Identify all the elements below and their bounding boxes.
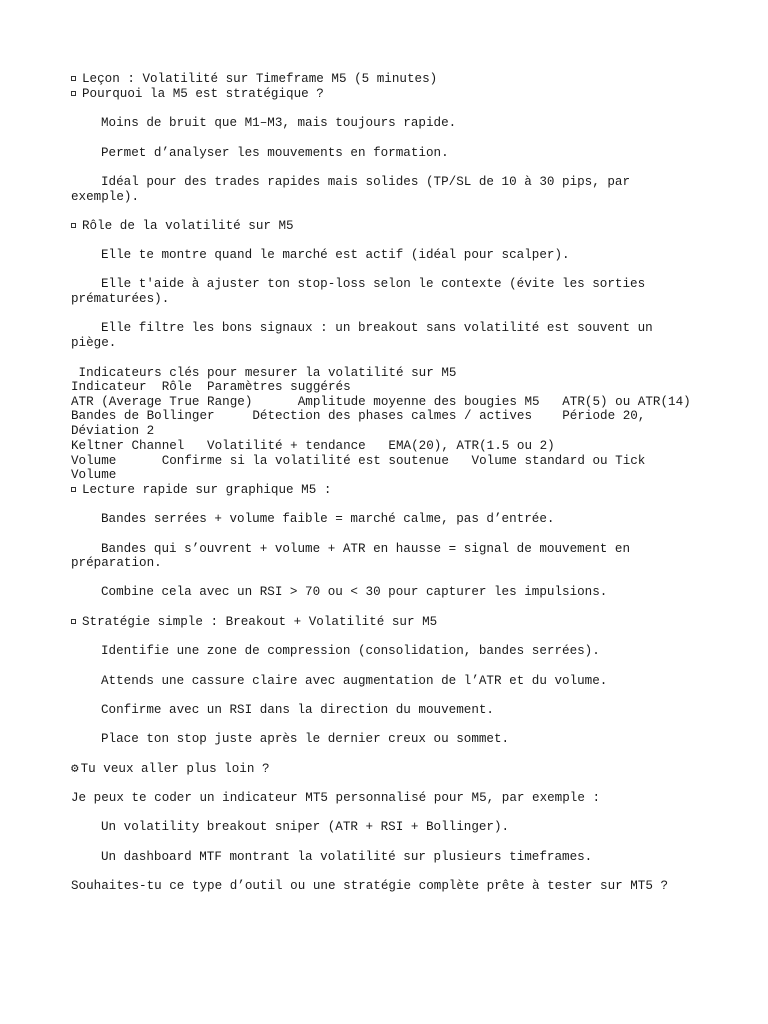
small-square-bullet-icon [71,487,76,492]
role-item-stop-loss-continued: prématurées). [71,292,170,306]
further-intro: Je peux te coder un indicateur MT5 personnalisé pour M5, par exemple : [71,791,601,805]
reading-item-calm: Bandes serrées + volume faible = marché calme, pas d’entrée. [101,512,555,526]
indicators-row-volume-continued: Volume [71,468,117,482]
why-item-analysis: Permet d’analyser les mouvements en formation. [101,146,449,160]
reading-heading: Lecture rapide sur graphique M5 : [71,483,331,498]
indicators-table-header: Indicateur Rôle Paramètres suggérés [71,380,351,394]
small-square-bullet-icon [71,91,76,96]
why-item-ideal: Idéal pour des trades rapides mais solides (TP/SL de 10 à 30 pips, par [101,175,631,189]
further-item-dashboard: Un dashboard MTF montrant la volatilité sur plusieurs timeframes. [101,850,593,864]
why-item-ideal-continued: exemple). [71,190,140,204]
indicators-row-bollinger: Bandes de Bollinger Détection des phases calmes / actives Période 20, [71,409,646,423]
why-heading: Pourquoi la M5 est stratégique ? [71,87,324,102]
why-item-noise: Moins de bruit que M1–M3, mais toujours rapide. [101,116,457,130]
further-heading: ⚙ Tu veux aller plus loin ? [71,762,270,776]
closing-question: Souhaites-tu ce type d’outil ou une stratégie complète prête à tester sur MT5 ? [71,879,669,893]
role-item-filter-continued: piège. [71,336,117,350]
indicators-row-keltner: Keltner Channel Volatilité + tendance EMA(20), ATR(1.5 ou 2) [71,439,555,453]
strategy-item-wait: Attends une cassure claire avec augmentation de l’ATR et du volume. [101,674,608,688]
reading-item-movement: Bandes qui s’ouvrent + volume + ATR en hausse = signal de mouvement en [101,542,631,556]
small-square-bullet-icon [71,76,76,81]
indicators-row-bollinger-continued: Déviation 2 [71,424,155,438]
role-heading: Rôle de la volatilité sur M5 [71,219,294,234]
further-item-sniper: Un volatility breakout sniper (ATR + RSI + Bollinger). [101,820,510,834]
strategy-item-stop: Place ton stop juste après le dernier creux ou sommet. [101,732,510,746]
indicators-row-atr: ATR (Average True Range) Amplitude moyenne des bougies M5 ATR(5) ou ATR(14) [71,395,691,409]
role-item-active-market: Elle te montre quand le marché est actif (idéal pour scalper). [101,248,570,262]
indicators-row-volume: Volume Confirme si la volatilité est soutenue Volume standard ou Tick [71,454,646,468]
small-square-bullet-icon [71,619,76,624]
reading-item-movement-continued: préparation. [71,556,162,570]
strategy-heading: Stratégie simple : Breakout + Volatilité sur M5 [71,615,437,630]
lesson-title: Leçon : Volatilité sur Timeframe M5 (5 minutes) [71,72,437,87]
strategy-item-identify: Identifie une zone de compression (consolidation, bandes serrées). [101,644,600,658]
small-square-bullet-icon [71,223,76,228]
reading-item-rsi: Combine cela avec un RSI > 70 ou < 30 pour capturer les impulsions. [101,585,608,599]
indicators-heading: Indicateurs clés pour mesurer la volatilité sur M5 [71,366,457,380]
gear-icon: ⚙ [71,762,79,776]
strategy-item-confirm: Confirme avec un RSI dans la direction du mouvement. [101,703,494,717]
role-item-stop-loss: Elle t'aide à ajuster ton stop-loss selon le contexte (évite les sorties [101,277,646,291]
role-item-filter: Elle filtre les bons signaux : un breakout sans volatilité est souvent un [101,321,653,335]
